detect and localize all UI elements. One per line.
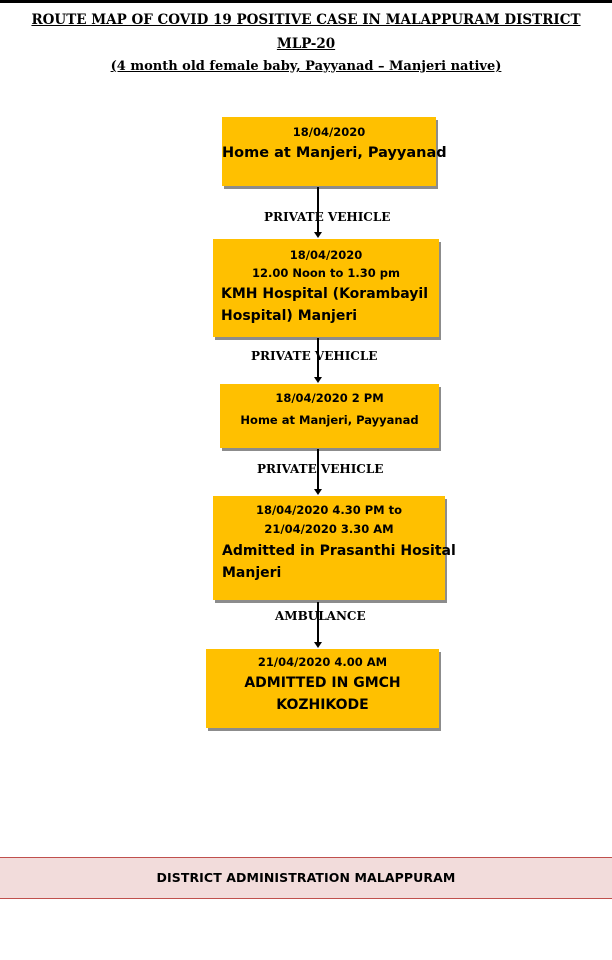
patient-description: (4 month old female baby, Payyanad – Manjeri native) [110,59,502,74]
step-4-place-line-1: Admitted in Prasanthi Hosital [222,543,456,559]
step-4-date-to: 21/04/2020 3.30 AM [264,522,394,536]
step-1-date: 18/04/2020 [292,125,366,139]
step-5-date: 21/04/2020 4.00 AM [257,655,388,669]
transport-label-2: PRIVATE VEHICLE [251,349,378,363]
step-5-place-line-2: KOZHIKODE [276,697,369,713]
step-2-place-line-1: KMH Hospital (Korambayil [221,286,428,302]
step-3-place: Home at Manjeri, Payyanad [240,413,419,427]
step-3-date: 18/04/2020 2 PM [275,391,384,405]
top-border [0,0,612,3]
step-4-place-line-2: Manjeri [222,565,282,581]
step-5-place-line-1: ADMITTED IN GMCH [244,675,401,691]
transport-label-1: PRIVATE VEHICLE [264,210,391,224]
step-2-time: 12.00 Noon to 1.30 pm [252,266,400,280]
step-1-place: Home at Manjeri, Payyanad [222,145,447,161]
route-step-3 [220,384,439,448]
route-step-2 [213,239,439,337]
route-step-1 [222,117,447,186]
page-title: ROUTE MAP OF COVID 19 POSITIVE CASE IN MALAPPURAM DISTRICT [31,12,581,28]
transport-label-4: AMBULANCE [275,609,366,623]
route-step-5 [206,649,439,728]
step-2-place-line-2: Hospital) Manjeri [221,308,358,324]
step-4-date-from: 18/04/2020 4.30 PM to [255,503,403,517]
step-2-date: 18/04/2020 [289,248,363,262]
case-code: MLP-20 [276,36,336,52]
route-step-4 [213,496,456,600]
footer-banner: DISTRICT ADMINISTRATION MALAPPURAM [0,857,612,899]
transport-label-3: PRIVATE VEHICLE [257,462,384,476]
